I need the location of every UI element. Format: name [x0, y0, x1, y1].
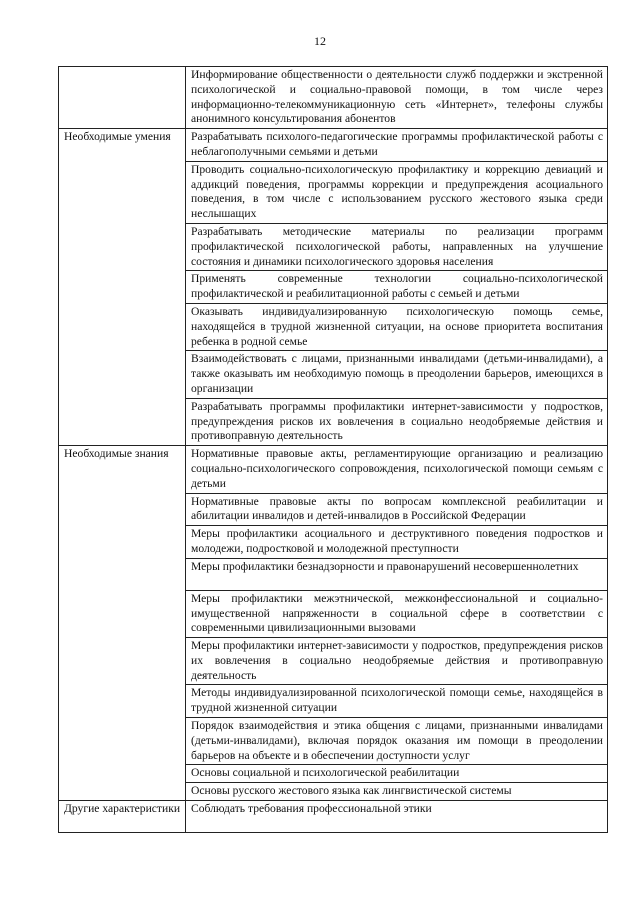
table-cell: Информирование общественности о деятельности служб поддержки и экстренной психологической и социально-правовой помощи, в том числе через информационно-телекоммуникационную сеть «Интернет», телефоны службы анонимного консультирования абонентов: [186, 67, 608, 129]
table-cell: Разрабатывать методические материалы по реализации программ профилактической психологической работы, направленных на улучшение состояния и динамики психологического здоровья населения: [186, 223, 608, 270]
requirements-table: [58, 66, 608, 833]
row-label: Необходимые умения: [59, 129, 186, 446]
table-cell: Меры профилактики асоциального и деструктивного поведения подростков и молодежи, подростковой и молодежной преступности: [186, 526, 608, 559]
table-cell: Разрабатывать программы профилактики интернет-зависимости у подростков, предупреждения рисков их вовлечения в социально неодобряемые действия и противоправную деятельность: [186, 398, 608, 445]
table-cell: Меры профилактики интернет-зависимости у подростков, предупреждения рисков их вовлечения в социально неодобряемые действия и противоправную деятельность: [186, 638, 608, 685]
table-cell: Взаимодействовать с лицами, признанными инвалидами (детьми-инвалидами), а также оказывать им необходимую помощь в преодолении барьеров, имеющихся в организации: [186, 351, 608, 398]
row-label: Другие характеристики: [59, 801, 186, 833]
table-cell: Методы индивидуализированной психологической помощи семье, находящейся в трудной жизненной ситуации: [186, 685, 608, 718]
table-cell: Меры профилактики межэтнической, межконфессиональной и социально-имущественной напряженности в социальной сфере в соответствии с современными цивилизационными вызовами: [186, 590, 608, 637]
table-cell: Применять современные технологии социально-психологической профилактической и реабилитационной работы с семьей и детьми: [186, 271, 608, 304]
table-row: [59, 129, 608, 162]
row-label: Необходимые знания: [59, 446, 186, 801]
page-number: 12: [314, 34, 326, 48]
table-cell: Оказывать индивидуализированную психологическую помощь семье, находящейся в трудной жизненной ситуации, на основе приоритета воспитания ребенка в родной семье: [186, 303, 608, 350]
table-cell: Основы социальной и психологической реабилитации: [186, 765, 608, 783]
table-row: [59, 446, 608, 493]
table-cell: Основы русского жестового языка как лингвистической системы: [186, 783, 608, 801]
table-cell: Меры профилактики безнадзорности и правонарушений несовершеннолетних: [186, 558, 608, 590]
table-row: [59, 67, 608, 129]
table-cell: Проводить социально-психологическую профилактику и коррекцию девиаций и аддикций поведения, программы коррекции и предупреждения асоциального поведения, в том числе с использованием русского жестового языка среди неслышащих: [186, 161, 608, 223]
table-cell: Разрабатывать психолого-педагогические программы профилактической работы с неблагополучными семьями и детьми: [186, 129, 608, 162]
table-cell: Соблюдать требования профессиональной этики: [186, 801, 608, 833]
table-cell: Порядок взаимодействия и этика общения с лицами, признанными инвалидами (детьми-инвалидами), включая порядок оказания им помощи в преодолении барьеров на объекте и в обеспечении доступности услуг: [186, 718, 608, 765]
row-label: [59, 67, 186, 129]
table-cell: Нормативные правовые акты по вопросам комплексной реабилитации и абилитации инвалидов и детей-инвалидов в Российской Федерации: [186, 493, 608, 526]
table-row: [59, 801, 608, 833]
table-cell: Нормативные правовые акты, регламентирующие организацию и реализацию социально-психологического сопровождения, психологической помощи семьям с детьми: [186, 446, 608, 493]
